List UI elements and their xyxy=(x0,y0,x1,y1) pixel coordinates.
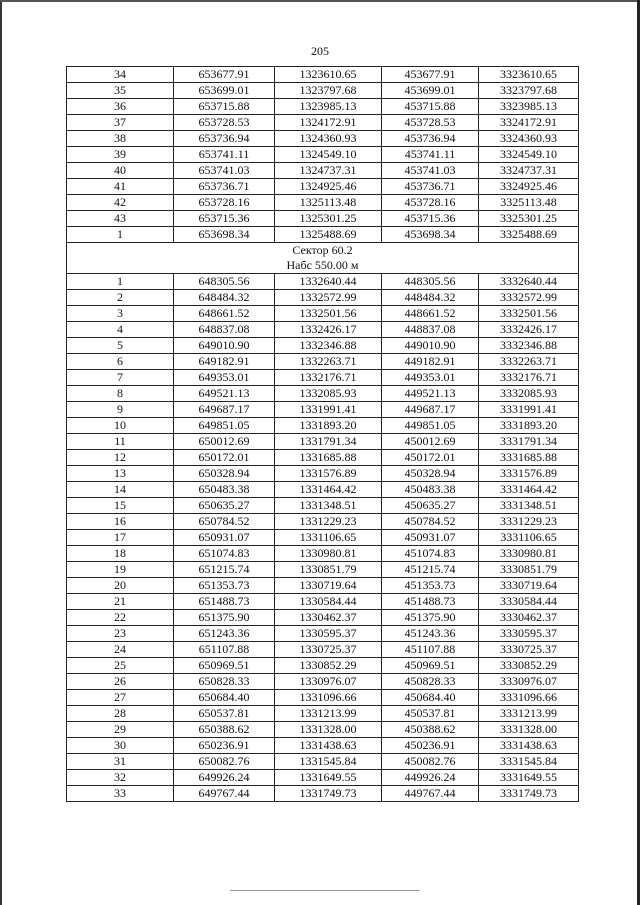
table-row xyxy=(67,738,579,754)
table-row xyxy=(67,83,579,99)
point-number-cell: 11 xyxy=(67,434,174,450)
x-coord-cell: 649767.44 xyxy=(174,786,275,802)
x-coord-cell: 651353.73 xyxy=(174,578,275,594)
y-coord-cell: 1331893.20 xyxy=(275,418,382,434)
point-number-cell: 22 xyxy=(67,610,174,626)
table-row xyxy=(67,642,579,658)
y-coord-cell: 1331576.89 xyxy=(275,466,382,482)
y2-coord-cell: 3324172.91 xyxy=(479,115,579,131)
y2-coord-cell: 3330976.07 xyxy=(479,674,579,690)
y2-coord-cell: 3330462.37 xyxy=(479,610,579,626)
y-coord-cell: 1325113.48 xyxy=(275,195,382,211)
point-number-cell: 37 xyxy=(67,115,174,131)
table-row xyxy=(67,610,579,626)
y2-coord-cell: 3332501.56 xyxy=(479,306,579,322)
point-number-cell: 43 xyxy=(67,211,174,227)
x2-coord-cell: 450537.81 xyxy=(382,706,479,722)
y2-coord-cell: 3330725.37 xyxy=(479,642,579,658)
point-number-cell: 10 xyxy=(67,418,174,434)
x2-coord-cell: 451215.74 xyxy=(382,562,479,578)
table-row xyxy=(67,211,579,227)
section-row xyxy=(67,243,579,274)
table-row xyxy=(67,498,579,514)
point-number-cell: 41 xyxy=(67,179,174,195)
x-coord-cell: 653677.91 xyxy=(174,67,275,83)
table-row xyxy=(67,290,579,306)
point-number-cell: 39 xyxy=(67,147,174,163)
table-row xyxy=(67,770,579,786)
y-coord-cell: 1323985.13 xyxy=(275,99,382,115)
y2-coord-cell: 3330719.64 xyxy=(479,578,579,594)
x2-coord-cell: 453736.71 xyxy=(382,179,479,195)
y-coord-cell: 1331649.55 xyxy=(275,770,382,786)
scan-edge-left xyxy=(0,0,2,905)
y-coord-cell: 1332572.99 xyxy=(275,290,382,306)
x2-coord-cell: 448484.32 xyxy=(382,290,479,306)
y2-coord-cell: 3330852.29 xyxy=(479,658,579,674)
point-number-cell: 35 xyxy=(67,83,174,99)
y-coord-cell: 1332501.56 xyxy=(275,306,382,322)
y2-coord-cell: 3331685.88 xyxy=(479,450,579,466)
table-row xyxy=(67,99,579,115)
x2-coord-cell: 450328.94 xyxy=(382,466,479,482)
y-coord-cell: 1325488.69 xyxy=(275,227,382,243)
y2-coord-cell: 3325301.25 xyxy=(479,211,579,227)
y-coord-cell: 1325301.25 xyxy=(275,211,382,227)
x-coord-cell: 649521.13 xyxy=(174,386,275,402)
point-number-cell: 5 xyxy=(67,338,174,354)
section-header xyxy=(67,243,579,274)
x-coord-cell: 653741.03 xyxy=(174,163,275,179)
x-coord-cell: 651074.83 xyxy=(174,546,275,562)
table-row xyxy=(67,658,579,674)
y2-coord-cell: 3330584.44 xyxy=(479,594,579,610)
x-coord-cell: 653715.88 xyxy=(174,99,275,115)
point-number-cell: 24 xyxy=(67,642,174,658)
point-number-cell: 20 xyxy=(67,578,174,594)
y2-coord-cell: 3331328.00 xyxy=(479,722,579,738)
x-coord-cell: 650684.40 xyxy=(174,690,275,706)
x-coord-cell: 650784.52 xyxy=(174,514,275,530)
x2-coord-cell: 449010.90 xyxy=(382,338,479,354)
point-number-cell: 1 xyxy=(67,227,174,243)
y-coord-cell: 1331464.42 xyxy=(275,482,382,498)
y2-coord-cell: 3332640.44 xyxy=(479,274,579,290)
y-coord-cell: 1332346.88 xyxy=(275,338,382,354)
x2-coord-cell: 453728.16 xyxy=(382,195,479,211)
y-coord-cell: 1331791.34 xyxy=(275,434,382,450)
table-row xyxy=(67,482,579,498)
y2-coord-cell: 3331545.84 xyxy=(479,754,579,770)
x-coord-cell: 653728.53 xyxy=(174,115,275,131)
y-coord-cell: 1331348.51 xyxy=(275,498,382,514)
y-coord-cell: 1332176.71 xyxy=(275,370,382,386)
x2-coord-cell: 450828.33 xyxy=(382,674,479,690)
table-body-top xyxy=(67,67,579,243)
table-row xyxy=(67,530,579,546)
x2-coord-cell: 451074.83 xyxy=(382,546,479,562)
table-row xyxy=(67,131,579,147)
x2-coord-cell: 448837.08 xyxy=(382,322,479,338)
table-row xyxy=(67,322,579,338)
y-coord-cell: 1331328.00 xyxy=(275,722,382,738)
table-row xyxy=(67,227,579,243)
point-number-cell: 3 xyxy=(67,306,174,322)
point-number-cell: 31 xyxy=(67,754,174,770)
y-coord-cell: 1331106.65 xyxy=(275,530,382,546)
x2-coord-cell: 449353.01 xyxy=(382,370,479,386)
y2-coord-cell: 3324549.10 xyxy=(479,147,579,163)
y-coord-cell: 1324925.46 xyxy=(275,179,382,195)
y2-coord-cell: 3331096.66 xyxy=(479,690,579,706)
x2-coord-cell: 449926.24 xyxy=(382,770,479,786)
point-number-cell: 1 xyxy=(67,274,174,290)
y-coord-cell: 1330595.37 xyxy=(275,626,382,642)
table-row xyxy=(67,370,579,386)
x2-coord-cell: 451488.73 xyxy=(382,594,479,610)
point-number-cell: 2 xyxy=(67,290,174,306)
point-number-cell: 13 xyxy=(67,466,174,482)
y2-coord-cell: 3325113.48 xyxy=(479,195,579,211)
point-number-cell: 6 xyxy=(67,354,174,370)
page-number: 205 xyxy=(311,44,329,58)
scan-edge-top xyxy=(0,0,640,2)
y2-coord-cell: 3332085.93 xyxy=(479,386,579,402)
x-coord-cell: 650969.51 xyxy=(174,658,275,674)
point-number-cell: 32 xyxy=(67,770,174,786)
x2-coord-cell: 448305.56 xyxy=(382,274,479,290)
y-coord-cell: 1324360.93 xyxy=(275,131,382,147)
y2-coord-cell: 3331106.65 xyxy=(479,530,579,546)
y2-coord-cell: 3323797.68 xyxy=(479,83,579,99)
table-row xyxy=(67,626,579,642)
y2-coord-cell: 3331749.73 xyxy=(479,786,579,802)
x-coord-cell: 651215.74 xyxy=(174,562,275,578)
point-number-cell: 29 xyxy=(67,722,174,738)
y-coord-cell: 1331749.73 xyxy=(275,786,382,802)
point-number-cell: 40 xyxy=(67,163,174,179)
y-coord-cell: 1332426.17 xyxy=(275,322,382,338)
x2-coord-cell: 449851.05 xyxy=(382,418,479,434)
x-coord-cell: 648661.52 xyxy=(174,306,275,322)
x-coord-cell: 653698.34 xyxy=(174,227,275,243)
y-coord-cell: 1330976.07 xyxy=(275,674,382,690)
table-row xyxy=(67,402,579,418)
x-coord-cell: 648305.56 xyxy=(174,274,275,290)
x2-coord-cell: 450012.69 xyxy=(382,434,479,450)
x2-coord-cell: 450969.51 xyxy=(382,658,479,674)
point-number-cell: 38 xyxy=(67,131,174,147)
point-number-cell: 30 xyxy=(67,738,174,754)
point-number-cell: 19 xyxy=(67,562,174,578)
y-coord-cell: 1331991.41 xyxy=(275,402,382,418)
y2-coord-cell: 3331576.89 xyxy=(479,466,579,482)
y2-coord-cell: 3331649.55 xyxy=(479,770,579,786)
x2-coord-cell: 453741.11 xyxy=(382,147,479,163)
x2-coord-cell: 449521.13 xyxy=(382,386,479,402)
table-row xyxy=(67,418,579,434)
x2-coord-cell: 450172.01 xyxy=(382,450,479,466)
point-number-cell: 16 xyxy=(67,514,174,530)
x2-coord-cell: 450931.07 xyxy=(382,530,479,546)
y-coord-cell: 1330980.81 xyxy=(275,546,382,562)
point-number-cell: 17 xyxy=(67,530,174,546)
y2-coord-cell: 3331991.41 xyxy=(479,402,579,418)
y-coord-cell: 1331438.63 xyxy=(275,738,382,754)
x2-coord-cell: 453699.01 xyxy=(382,83,479,99)
section-cell xyxy=(67,243,579,274)
point-number-cell: 4 xyxy=(67,322,174,338)
table-row xyxy=(67,179,579,195)
x-coord-cell: 648484.32 xyxy=(174,290,275,306)
x-coord-cell: 650172.01 xyxy=(174,450,275,466)
table-row xyxy=(67,386,579,402)
y-coord-cell: 1331213.99 xyxy=(275,706,382,722)
y2-coord-cell: 3332346.88 xyxy=(479,338,579,354)
x2-coord-cell: 453698.34 xyxy=(382,227,479,243)
x-coord-cell: 650635.27 xyxy=(174,498,275,514)
table-row xyxy=(67,147,579,163)
x-coord-cell: 649926.24 xyxy=(174,770,275,786)
x2-coord-cell: 451107.88 xyxy=(382,642,479,658)
y2-coord-cell: 3324737.31 xyxy=(479,163,579,179)
x2-coord-cell: 450635.27 xyxy=(382,498,479,514)
y2-coord-cell: 3330595.37 xyxy=(479,626,579,642)
x2-coord-cell: 453715.36 xyxy=(382,211,479,227)
x-coord-cell: 653736.71 xyxy=(174,179,275,195)
table-row xyxy=(67,434,579,450)
point-number-cell: 14 xyxy=(67,482,174,498)
y2-coord-cell: 3330980.81 xyxy=(479,546,579,562)
x-coord-cell: 651488.73 xyxy=(174,594,275,610)
x2-coord-cell: 450784.52 xyxy=(382,514,479,530)
x2-coord-cell: 450082.76 xyxy=(382,754,479,770)
x-coord-cell: 649353.01 xyxy=(174,370,275,386)
y2-coord-cell: 3332572.99 xyxy=(479,290,579,306)
x-coord-cell: 650328.94 xyxy=(174,466,275,482)
x2-coord-cell: 453741.03 xyxy=(382,163,479,179)
y-coord-cell: 1332263.71 xyxy=(275,354,382,370)
x-coord-cell: 650828.33 xyxy=(174,674,275,690)
x2-coord-cell: 449767.44 xyxy=(382,786,479,802)
x-coord-cell: 650082.76 xyxy=(174,754,275,770)
x2-coord-cell: 451375.90 xyxy=(382,610,479,626)
point-number-cell: 42 xyxy=(67,195,174,211)
point-number-cell: 34 xyxy=(67,67,174,83)
y2-coord-cell: 3324925.46 xyxy=(479,179,579,195)
y-coord-cell: 1332085.93 xyxy=(275,386,382,402)
x2-coord-cell: 453677.91 xyxy=(382,67,479,83)
coordinates-table xyxy=(66,66,579,802)
table-row xyxy=(67,690,579,706)
y2-coord-cell: 3331438.63 xyxy=(479,738,579,754)
x-coord-cell: 653728.16 xyxy=(174,195,275,211)
x-coord-cell: 653699.01 xyxy=(174,83,275,99)
point-number-cell: 8 xyxy=(67,386,174,402)
y2-coord-cell: 3324360.93 xyxy=(479,131,579,147)
x-coord-cell: 649851.05 xyxy=(174,418,275,434)
y2-coord-cell: 3323985.13 xyxy=(479,99,579,115)
y-coord-cell: 1331096.66 xyxy=(275,690,382,706)
y2-coord-cell: 3323610.65 xyxy=(479,67,579,83)
y2-coord-cell: 3331213.99 xyxy=(479,706,579,722)
y-coord-cell: 1330852.29 xyxy=(275,658,382,674)
x-coord-cell: 653736.94 xyxy=(174,131,275,147)
x-coord-cell: 649687.17 xyxy=(174,402,275,418)
y-coord-cell: 1330851.79 xyxy=(275,562,382,578)
x2-coord-cell: 451353.73 xyxy=(382,578,479,594)
y-coord-cell: 1331545.84 xyxy=(275,754,382,770)
x-coord-cell: 651375.90 xyxy=(174,610,275,626)
point-number-cell: 36 xyxy=(67,99,174,115)
table-row xyxy=(67,306,579,322)
table-body-bottom xyxy=(67,274,579,802)
table-row xyxy=(67,67,579,83)
y-coord-cell: 1330725.37 xyxy=(275,642,382,658)
y-coord-cell: 1331229.23 xyxy=(275,514,382,530)
table-row xyxy=(67,274,579,290)
y-coord-cell: 1330462.37 xyxy=(275,610,382,626)
y-coord-cell: 1323610.65 xyxy=(275,67,382,83)
x-coord-cell: 650483.38 xyxy=(174,482,275,498)
y2-coord-cell: 3331893.20 xyxy=(479,418,579,434)
x2-coord-cell: 449687.17 xyxy=(382,402,479,418)
table-row xyxy=(67,594,579,610)
x2-coord-cell: 450236.91 xyxy=(382,738,479,754)
x2-coord-cell: 450388.62 xyxy=(382,722,479,738)
y2-coord-cell: 3331791.34 xyxy=(479,434,579,450)
y2-coord-cell: 3332176.71 xyxy=(479,370,579,386)
y-coord-cell: 1323797.68 xyxy=(275,83,382,99)
point-number-cell: 23 xyxy=(67,626,174,642)
x2-coord-cell: 451243.36 xyxy=(382,626,479,642)
table-row xyxy=(67,722,579,738)
table-row xyxy=(67,706,579,722)
table-row xyxy=(67,450,579,466)
x-coord-cell: 650931.07 xyxy=(174,530,275,546)
point-number-cell: 33 xyxy=(67,786,174,802)
y2-coord-cell: 3331348.51 xyxy=(479,498,579,514)
y2-coord-cell: 3332426.17 xyxy=(479,322,579,338)
x-coord-cell: 649010.90 xyxy=(174,338,275,354)
table-row xyxy=(67,578,579,594)
table-row xyxy=(67,754,579,770)
table-row xyxy=(67,546,579,562)
point-number-cell: 15 xyxy=(67,498,174,514)
y-coord-cell: 1330584.44 xyxy=(275,594,382,610)
point-number-cell: 18 xyxy=(67,546,174,562)
y2-coord-cell: 3331229.23 xyxy=(479,514,579,530)
y2-coord-cell: 3332263.71 xyxy=(479,354,579,370)
table-row xyxy=(67,674,579,690)
table-row xyxy=(67,115,579,131)
table-row xyxy=(67,562,579,578)
y2-coord-cell: 3331464.42 xyxy=(479,482,579,498)
point-number-cell: 21 xyxy=(67,594,174,610)
y-coord-cell: 1330719.64 xyxy=(275,578,382,594)
y-coord-cell: 1324172.91 xyxy=(275,115,382,131)
x-coord-cell: 650537.81 xyxy=(174,706,275,722)
x2-coord-cell: 450684.40 xyxy=(382,690,479,706)
point-number-cell: 26 xyxy=(67,674,174,690)
y2-coord-cell: 3330851.79 xyxy=(479,562,579,578)
table-row xyxy=(67,195,579,211)
point-number-cell: 27 xyxy=(67,690,174,706)
table-row xyxy=(67,338,579,354)
section-title: Сектор 60.2 xyxy=(292,243,353,257)
x2-coord-cell: 449182.91 xyxy=(382,354,479,370)
point-number-cell: 9 xyxy=(67,402,174,418)
point-number-cell: 25 xyxy=(67,658,174,674)
x-coord-cell: 650388.62 xyxy=(174,722,275,738)
x-coord-cell: 649182.91 xyxy=(174,354,275,370)
x-coord-cell: 653715.36 xyxy=(174,211,275,227)
point-number-cell: 28 xyxy=(67,706,174,722)
table-row xyxy=(67,163,579,179)
table-row xyxy=(67,354,579,370)
x-coord-cell: 653741.11 xyxy=(174,147,275,163)
x-coord-cell: 648837.08 xyxy=(174,322,275,338)
y-coord-cell: 1332640.44 xyxy=(275,274,382,290)
table-row xyxy=(67,466,579,482)
x2-coord-cell: 448661.52 xyxy=(382,306,479,322)
x2-coord-cell: 450483.38 xyxy=(382,482,479,498)
footer-rule xyxy=(230,890,420,891)
x-coord-cell: 650236.91 xyxy=(174,738,275,754)
table-row xyxy=(67,786,579,802)
table-row xyxy=(67,514,579,530)
x2-coord-cell: 453736.94 xyxy=(382,131,479,147)
x-coord-cell: 650012.69 xyxy=(174,434,275,450)
y-coord-cell: 1331685.88 xyxy=(275,450,382,466)
x2-coord-cell: 453728.53 xyxy=(382,115,479,131)
y-coord-cell: 1324737.31 xyxy=(275,163,382,179)
point-number-cell: 7 xyxy=(67,370,174,386)
section-subtitle: Набс 550.00 м xyxy=(286,258,359,272)
x2-coord-cell: 453715.88 xyxy=(382,99,479,115)
x-coord-cell: 651243.36 xyxy=(174,626,275,642)
y2-coord-cell: 3325488.69 xyxy=(479,227,579,243)
x-coord-cell: 651107.88 xyxy=(174,642,275,658)
point-number-cell: 12 xyxy=(67,450,174,466)
y-coord-cell: 1324549.10 xyxy=(275,147,382,163)
